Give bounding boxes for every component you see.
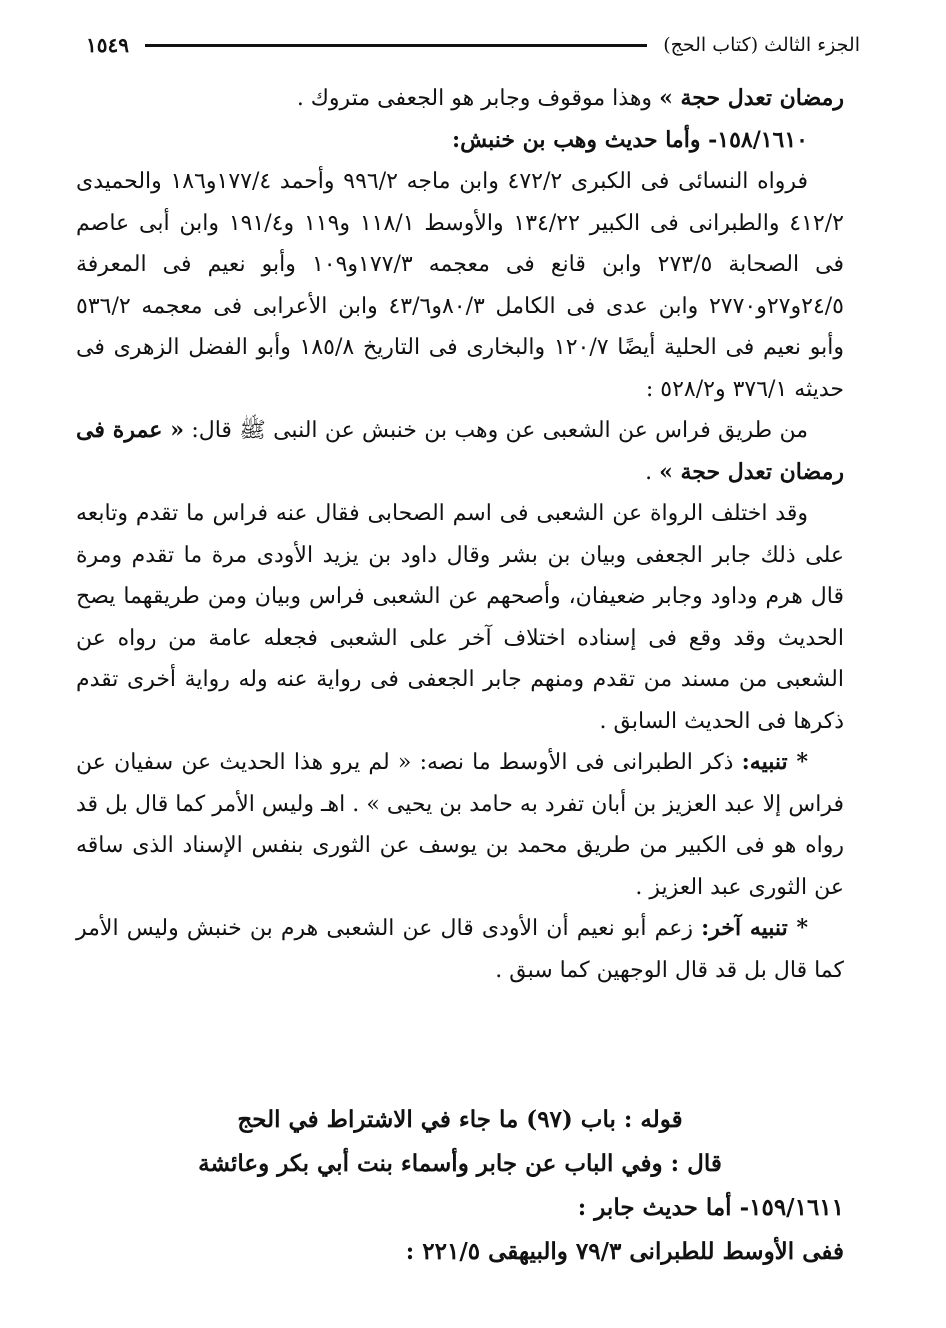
paragraph-tanbih (76, 742, 844, 908)
item-title: ١٥٩/١٦١١- أما حديث جابر : (577, 1194, 844, 1221)
hadith-matn: « عمرة فى رمضان تعدل حجة » (76, 417, 844, 485)
hadith-heading-wahb (76, 120, 844, 162)
bold-lead: * تنبيه آخر: (701, 915, 808, 941)
paragraph-text: من طريق فراس عن الشعبى عن وهب بن خنبش عن النبى ﷺ قال: (184, 418, 808, 443)
paragraph-ikhtilaf (76, 493, 844, 742)
section-subheading: قال : وفي الباب عن جابر وأسماء بنت أبي بكر وعائشة (198, 1150, 722, 1177)
paragraph-text: فرواه النسائى فى الكبرى ٤٧٢/٢ وابن ماجه ٩٩٦/٢ وأحمد ١٧٧/٤و١٨٦ والحميدى ٤١٢/٢ والطبرانى فى الكبير ١٣٤/٢٢ والأوسط ١١٨/١ و١١٩ و١٩١/٤ وابن أبى عاصم فى الصحابة ٢٧٣/٥ وابن قانع فى معجمه ١٧٧/٣و١٠٩ وأبو نعيم فى المعرفة ٢٤/٥و٢٧و٢٧٧٠ وابن عدى فى الكامل ٨٠/٣و٤٣/٦ وابن الأعرابى فى معجمه ٥٣٦/٢ وأبو نعيم فى الحلية أيضًا ١٢٠/٧ والبخارى فى التاريخ ١٨٥/٨ وأبو الفضل الزهرى فى حديثه ٣٧٦/١ و٥٢٨/٢ : (76, 169, 845, 402)
section-block (76, 1098, 844, 1274)
paragraph-text: زعم أبو نعيم أن الأودى قال عن الشعبى هرم بن خنبش وليس الأمر كما قال بل قد قال الوجهين كما سبق . (76, 916, 844, 983)
paragraph-text: وهذا موقوف وجابر هو الجعفى متروك . (296, 86, 660, 111)
body-text (76, 78, 844, 991)
running-header-title: الجزء الثالث (كتاب الحج) (663, 34, 860, 56)
bold-lead: ١٥٨/١٦١٠- وأما حديث وهب بن خنبش: (451, 126, 808, 153)
paragraph-text: وقد اختلف الرواة عن الشعبى فى اسم الصحابى فقال عنه فراس ما تقدم وتابعه على ذلك جابر الجعفى وبيان بن بشر وقال داود بن يزيد الأودى مرة ما تقدم ومرة قال هرم وداود وجابر ضعيفان، وأصحهم عن الشعبى فراس وبيان ومن طريقهما يصح الحديث وقد وقع فى إسناده اختلاف آخر على الشعبى فجعله عامة من رواه عن الشعبى من مسند من تقدم ومنهم جابر الجعفى فى رواية عنه وله رواية أخرى تقدم ذكرها فى الحديث السابق . (76, 501, 844, 734)
item-text: ففى الأوسط للطبرانى ٧٩/٣ والبيهقى ٢٢١/٥ : (405, 1238, 844, 1265)
paragraph-continuation (76, 78, 844, 120)
paragraph-isnad (76, 410, 844, 493)
paragraph-tail: . (645, 459, 660, 485)
bold-lead: رمضان تعدل حجة » (659, 85, 844, 111)
header-rule (145, 44, 647, 47)
paragraph-tanbih-akhar (76, 908, 844, 991)
paragraph-takhrij (76, 161, 844, 410)
running-header (86, 34, 860, 56)
section-heading: قوله : باب (٩٧) ما جاء في الاشتراط في الحج (237, 1106, 683, 1133)
page-number: ١٥٤٩ (86, 33, 129, 57)
paragraph-text: ذكر الطبرانى فى الأوسط ما نصه: « لم يرو هذا الحديث عن سفيان عن فراس إلا عبد العزيز بن أبان تفرد به حامد بن يحيى » . اهـ وليس الأمر كما قال بل قد رواه هو فى الكبير من طريق محمد بن يوسف عن الثورى بنفس الإسناد الذى ساقه عن الثورى عبد العزيز . (76, 750, 844, 900)
bold-lead: * تنبيه: (741, 749, 808, 775)
